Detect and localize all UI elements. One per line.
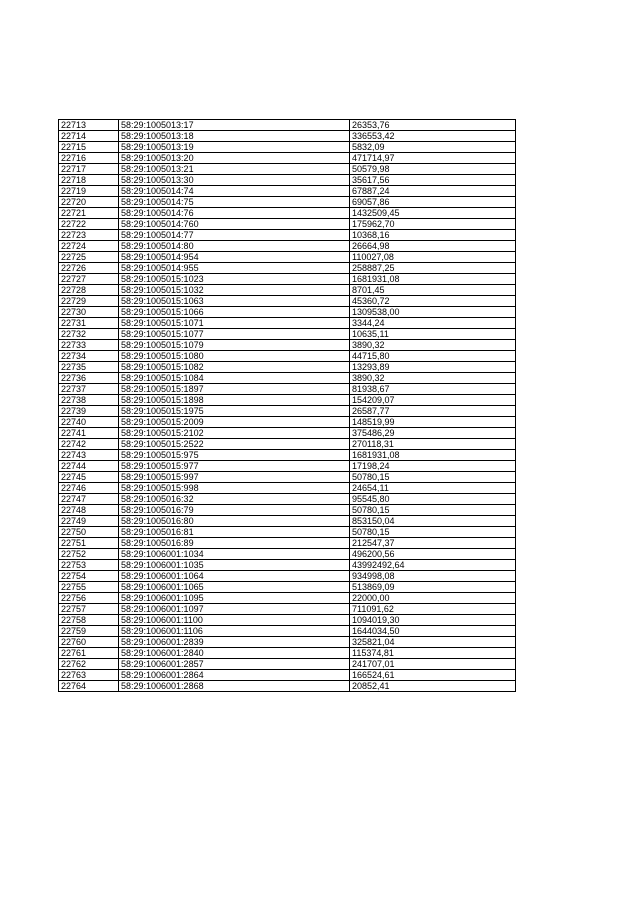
value-cell: 375486,29 [350, 428, 516, 439]
cadastral-number-cell: 58:29:1005014:955 [119, 263, 350, 274]
cadastral-number-cell: 58:29:1006001:1065 [119, 582, 350, 593]
row-number-cell: 22725 [59, 252, 119, 263]
table-row [59, 494, 516, 505]
cadastral-number-cell: 58:29:1005014:80 [119, 241, 350, 252]
table-row [59, 406, 516, 417]
value-cell: 13293,89 [350, 362, 516, 373]
row-number-cell: 22724 [59, 241, 119, 252]
value-cell: 3890,32 [350, 340, 516, 351]
value-cell: 110027,08 [350, 252, 516, 263]
table-row [59, 285, 516, 296]
cadastral-number-cell: 58:29:1005015:1079 [119, 340, 350, 351]
table-row [59, 472, 516, 483]
value-cell: 115374,81 [350, 648, 516, 659]
table-row [59, 637, 516, 648]
row-number-cell: 22737 [59, 384, 119, 395]
value-cell: 5832,09 [350, 142, 516, 153]
row-number-cell: 22735 [59, 362, 119, 373]
value-cell: 154209,07 [350, 395, 516, 406]
table-row [59, 659, 516, 670]
table-row [59, 428, 516, 439]
row-number-cell: 22758 [59, 615, 119, 626]
cadastral-number-cell: 58:29:1005015:1898 [119, 395, 350, 406]
value-cell: 241707,01 [350, 659, 516, 670]
row-number-cell: 22744 [59, 461, 119, 472]
value-cell: 10368,16 [350, 230, 516, 241]
table-row [59, 296, 516, 307]
cadastral-number-cell: 58:29:1005016:79 [119, 505, 350, 516]
table-row [59, 307, 516, 318]
value-cell: 853150,04 [350, 516, 516, 527]
table-row [59, 230, 516, 241]
table-row [59, 560, 516, 571]
row-number-cell: 22719 [59, 186, 119, 197]
row-number-cell: 22759 [59, 626, 119, 637]
table-row [59, 208, 516, 219]
row-number-cell: 22746 [59, 483, 119, 494]
table-row [59, 626, 516, 637]
cadastral-number-cell: 58:29:1005016:81 [119, 527, 350, 538]
row-number-cell: 22731 [59, 318, 119, 329]
cadastral-number-cell: 58:29:1006001:1095 [119, 593, 350, 604]
cadastral-number-cell: 58:29:1005013:19 [119, 142, 350, 153]
row-number-cell: 22716 [59, 153, 119, 164]
cadastral-number-cell: 58:29:1005015:1084 [119, 373, 350, 384]
table-row [59, 362, 516, 373]
cadastral-number-cell: 58:29:1005014:954 [119, 252, 350, 263]
table-row [59, 571, 516, 582]
value-cell: 81938,67 [350, 384, 516, 395]
value-cell: 496200,56 [350, 549, 516, 560]
cadastral-number-cell: 58:29:1005016:80 [119, 516, 350, 527]
value-cell: 43992492,64 [350, 560, 516, 571]
row-number-cell: 22761 [59, 648, 119, 659]
row-number-cell: 22764 [59, 681, 119, 692]
row-number-cell: 22755 [59, 582, 119, 593]
row-number-cell: 22729 [59, 296, 119, 307]
cadastral-number-cell: 58:29:1005013:18 [119, 131, 350, 142]
value-cell: 50579,98 [350, 164, 516, 175]
table-row [59, 164, 516, 175]
row-number-cell: 22730 [59, 307, 119, 318]
row-number-cell: 22740 [59, 417, 119, 428]
cadastral-number-cell: 58:29:1005014:74 [119, 186, 350, 197]
cadastral-number-cell: 58:29:1005015:1023 [119, 274, 350, 285]
value-cell: 1681931,08 [350, 450, 516, 461]
cadastral-number-cell: 58:29:1005015:975 [119, 450, 350, 461]
value-cell: 148519,99 [350, 417, 516, 428]
table-row [59, 197, 516, 208]
cadastral-number-cell: 58:29:1005015:2522 [119, 439, 350, 450]
cadastral-number-cell: 58:29:1005016:32 [119, 494, 350, 505]
row-number-cell: 22741 [59, 428, 119, 439]
table-row [59, 417, 516, 428]
row-number-cell: 22757 [59, 604, 119, 615]
table-row [59, 252, 516, 263]
cadastral-number-cell: 58:29:1005016:89 [119, 538, 350, 549]
table-row [59, 527, 516, 538]
value-cell: 50780,15 [350, 527, 516, 538]
table-row [59, 582, 516, 593]
cadastral-number-cell: 58:29:1005015:1077 [119, 329, 350, 340]
cadastral-number-cell: 58:29:1005014:760 [119, 219, 350, 230]
cadastral-number-cell: 58:29:1005014:76 [119, 208, 350, 219]
cadastral-number-cell: 58:29:1006001:1034 [119, 549, 350, 560]
value-cell: 24654,11 [350, 483, 516, 494]
table-row [59, 648, 516, 659]
table-row [59, 318, 516, 329]
cadastral-number-cell: 58:29:1006001:1106 [119, 626, 350, 637]
value-cell: 50780,15 [350, 505, 516, 516]
row-number-cell: 22760 [59, 637, 119, 648]
cadastral-number-cell: 58:29:1006001:2840 [119, 648, 350, 659]
table-row [59, 263, 516, 274]
row-number-cell: 22734 [59, 351, 119, 362]
row-number-cell: 22727 [59, 274, 119, 285]
cadastral-number-cell: 58:29:1005013:21 [119, 164, 350, 175]
row-number-cell: 22745 [59, 472, 119, 483]
table-row [59, 175, 516, 186]
row-number-cell: 22718 [59, 175, 119, 186]
table-row [59, 142, 516, 153]
cadastral-number-cell: 58:29:1005015:2102 [119, 428, 350, 439]
value-cell: 1644034,50 [350, 626, 516, 637]
row-number-cell: 22747 [59, 494, 119, 505]
cadastral-number-cell: 58:29:1005015:1071 [119, 318, 350, 329]
value-cell: 711091,62 [350, 604, 516, 615]
cadastral-number-cell: 58:29:1005015:1897 [119, 384, 350, 395]
value-cell: 26664,98 [350, 241, 516, 252]
value-cell: 3890,32 [350, 373, 516, 384]
row-number-cell: 22723 [59, 230, 119, 241]
value-cell: 166524,61 [350, 670, 516, 681]
table-row [59, 483, 516, 494]
table-row [59, 593, 516, 604]
value-cell: 513869,09 [350, 582, 516, 593]
cadastral-value-table [58, 119, 516, 692]
cadastral-number-cell: 58:29:1006001:1035 [119, 560, 350, 571]
cadastral-number-cell: 58:29:1006001:1100 [119, 615, 350, 626]
table-row [59, 538, 516, 549]
cadastral-number-cell: 58:29:1006001:2839 [119, 637, 350, 648]
table-row [59, 439, 516, 450]
table-row [59, 395, 516, 406]
table-row [59, 120, 516, 131]
table-row [59, 604, 516, 615]
table-row [59, 373, 516, 384]
row-number-cell: 22742 [59, 439, 119, 450]
value-cell: 35617,56 [350, 175, 516, 186]
value-cell: 10635,11 [350, 329, 516, 340]
cadastral-number-cell: 58:29:1005013:20 [119, 153, 350, 164]
cadastral-number-cell: 58:29:1005015:2009 [119, 417, 350, 428]
cadastral-number-cell: 58:29:1005013:17 [119, 120, 350, 131]
row-number-cell: 22754 [59, 571, 119, 582]
table-row [59, 329, 516, 340]
cadastral-number-cell: 58:29:1005015:977 [119, 461, 350, 472]
table-row [59, 516, 516, 527]
value-cell: 212547,37 [350, 538, 516, 549]
cadastral-number-cell: 58:29:1005015:1032 [119, 285, 350, 296]
value-cell: 44715,80 [350, 351, 516, 362]
row-number-cell: 22722 [59, 219, 119, 230]
value-cell: 175962,70 [350, 219, 516, 230]
row-number-cell: 22749 [59, 516, 119, 527]
value-cell: 1681931,08 [350, 274, 516, 285]
value-cell: 67887,24 [350, 186, 516, 197]
cadastral-number-cell: 58:29:1006001:2857 [119, 659, 350, 670]
row-number-cell: 22733 [59, 340, 119, 351]
cadastral-number-cell: 58:29:1006001:1097 [119, 604, 350, 615]
value-cell: 8701,45 [350, 285, 516, 296]
row-number-cell: 22726 [59, 263, 119, 274]
value-cell: 934998,08 [350, 571, 516, 582]
row-number-cell: 22739 [59, 406, 119, 417]
row-number-cell: 22736 [59, 373, 119, 384]
table-row [59, 219, 516, 230]
value-cell: 270118,31 [350, 439, 516, 450]
value-cell: 17198,24 [350, 461, 516, 472]
value-cell: 1432509,45 [350, 208, 516, 219]
cadastral-number-cell: 58:29:1005015:997 [119, 472, 350, 483]
value-cell: 45360,72 [350, 296, 516, 307]
cadastral-number-cell: 58:29:1005013:30 [119, 175, 350, 186]
row-number-cell: 22750 [59, 527, 119, 538]
value-cell: 471714,97 [350, 153, 516, 164]
row-number-cell: 22713 [59, 120, 119, 131]
table-row [59, 274, 516, 285]
value-cell: 336553,42 [350, 131, 516, 142]
value-cell: 1094019,30 [350, 615, 516, 626]
row-number-cell: 22751 [59, 538, 119, 549]
cadastral-number-cell: 58:29:1005015:1063 [119, 296, 350, 307]
cadastral-number-cell: 58:29:1005015:1080 [119, 351, 350, 362]
row-number-cell: 22748 [59, 505, 119, 516]
row-number-cell: 22756 [59, 593, 119, 604]
value-cell: 3344,24 [350, 318, 516, 329]
value-cell: 26353,76 [350, 120, 516, 131]
table-row [59, 615, 516, 626]
table-row [59, 153, 516, 164]
table-row [59, 241, 516, 252]
cadastral-number-cell: 58:29:1005015:1975 [119, 406, 350, 417]
value-cell: 69057,86 [350, 197, 516, 208]
table-body [59, 120, 516, 692]
value-cell: 95545,80 [350, 494, 516, 505]
table-row [59, 505, 516, 516]
table-row [59, 340, 516, 351]
table-row [59, 186, 516, 197]
row-number-cell: 22721 [59, 208, 119, 219]
table-row [59, 131, 516, 142]
row-number-cell: 22728 [59, 285, 119, 296]
row-number-cell: 22720 [59, 197, 119, 208]
row-number-cell: 22743 [59, 450, 119, 461]
table-row [59, 670, 516, 681]
row-number-cell: 22732 [59, 329, 119, 340]
cadastral-number-cell: 58:29:1006001:1064 [119, 571, 350, 582]
row-number-cell: 22738 [59, 395, 119, 406]
row-number-cell: 22717 [59, 164, 119, 175]
table-row [59, 461, 516, 472]
value-cell: 50780,15 [350, 472, 516, 483]
value-cell: 258887,25 [350, 263, 516, 274]
table-row [59, 681, 516, 692]
cadastral-number-cell: 58:29:1005014:77 [119, 230, 350, 241]
value-cell: 325821,04 [350, 637, 516, 648]
cadastral-number-cell: 58:29:1005014:75 [119, 197, 350, 208]
row-number-cell: 22752 [59, 549, 119, 560]
row-number-cell: 22763 [59, 670, 119, 681]
table-row [59, 351, 516, 362]
row-number-cell: 22762 [59, 659, 119, 670]
cadastral-number-cell: 58:29:1005015:998 [119, 483, 350, 494]
table-row [59, 450, 516, 461]
cadastral-number-cell: 58:29:1006001:2864 [119, 670, 350, 681]
row-number-cell: 22715 [59, 142, 119, 153]
cadastral-number-cell: 58:29:1006001:2868 [119, 681, 350, 692]
value-cell: 1309538,00 [350, 307, 516, 318]
row-number-cell: 22714 [59, 131, 119, 142]
value-cell: 20852,41 [350, 681, 516, 692]
cadastral-number-cell: 58:29:1005015:1082 [119, 362, 350, 373]
value-cell: 26587,77 [350, 406, 516, 417]
table-row [59, 384, 516, 395]
value-cell: 22000,00 [350, 593, 516, 604]
cadastral-number-cell: 58:29:1005015:1066 [119, 307, 350, 318]
row-number-cell: 22753 [59, 560, 119, 571]
table-row [59, 549, 516, 560]
